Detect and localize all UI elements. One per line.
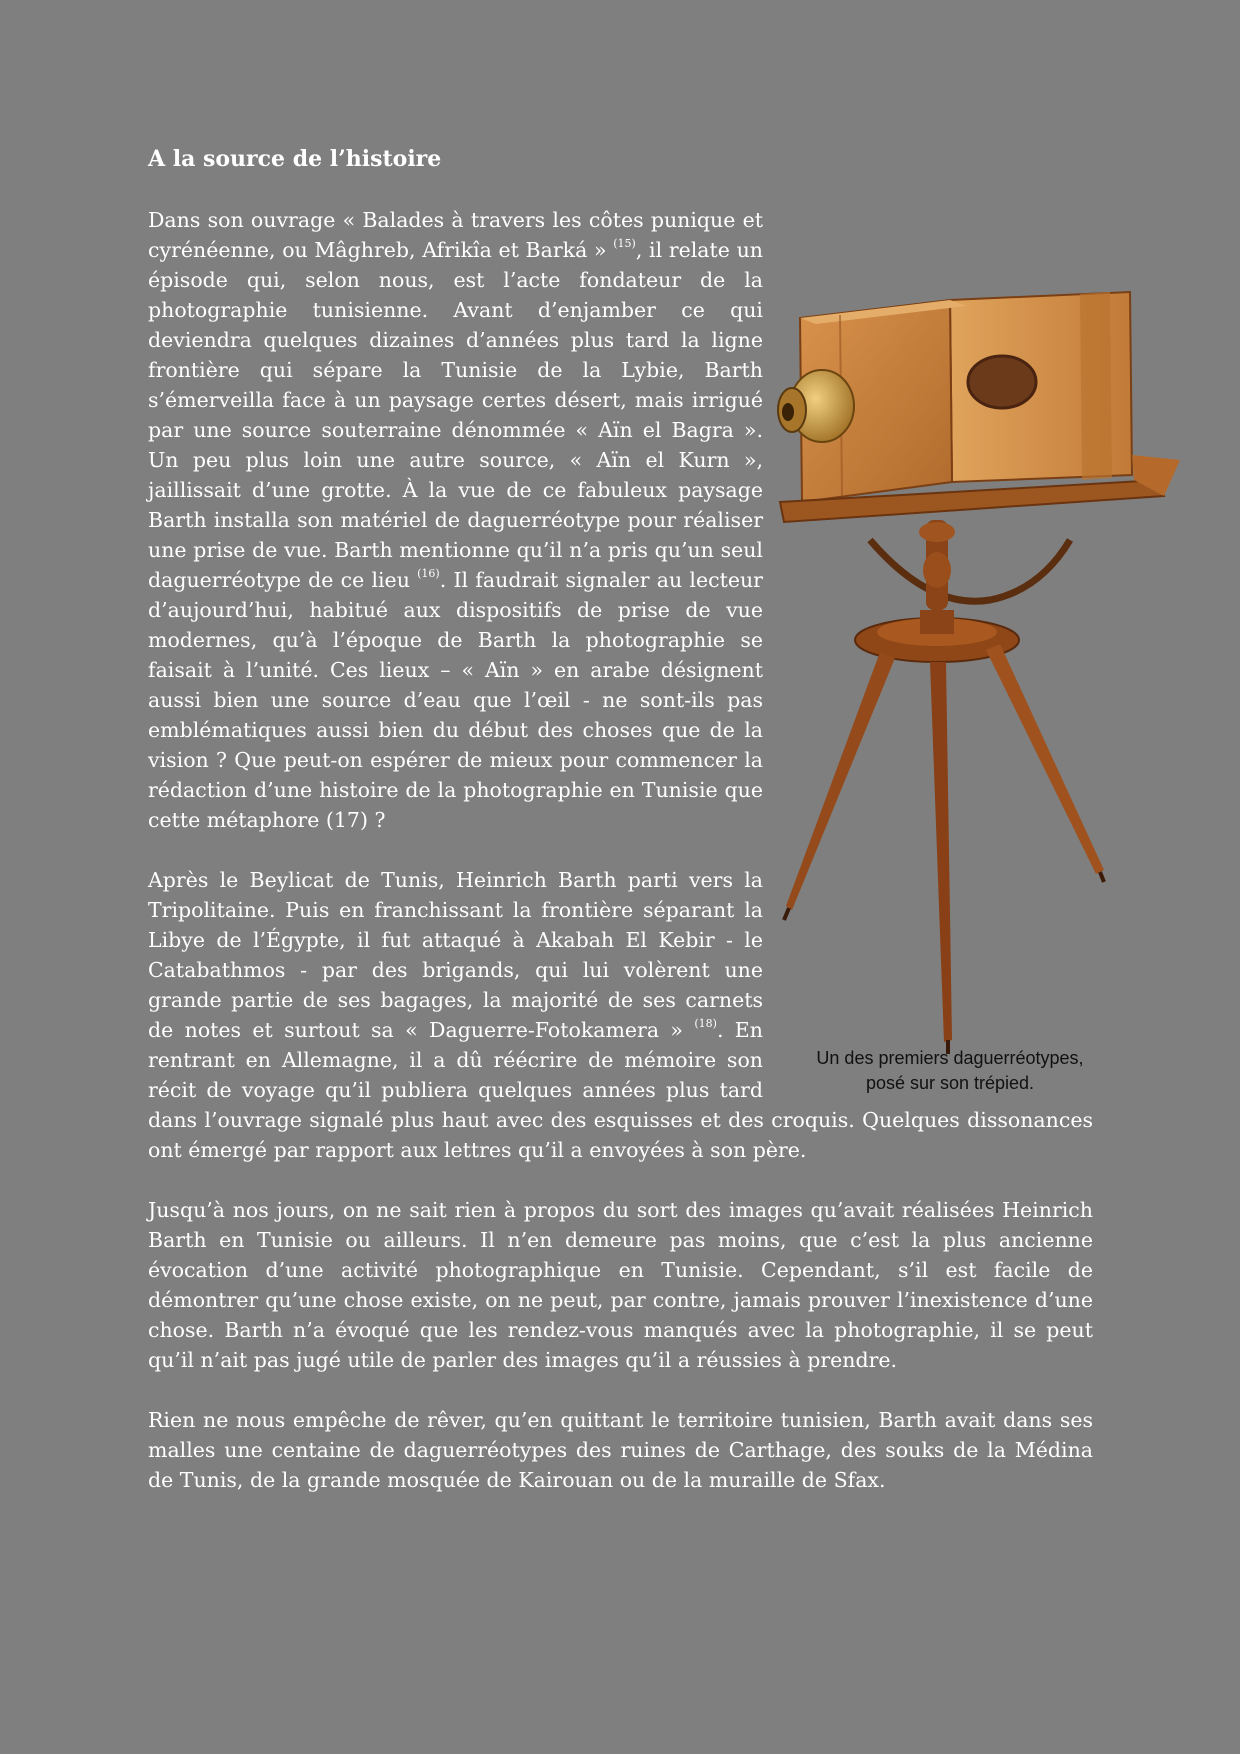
paragraph-3: Jusqu’à nos jours, on ne sait rien à propos du sort des images qu’avait réalisées Heinrich Barth en Tunisie ou ailleurs. Il n’en demeure pas moins, que c’est la plus ancienne évocation d’une activité photographique en Tunisie. Cependant, s’il est facile de démontrer qu’une chose existe, on ne peut, par contre, jamais prouver l’inexistence d’une chose. Barth n’a évoqué que les rendez-vous manqués avec la photographie, il se peut qu’il n’ait pas jugé utile de parler des images qu’il a réussies à prendre. — [148, 1198, 1093, 1372]
caption-line-1: Un des premiers daguerréotypes, — [816, 1048, 1084, 1068]
paragraph-1: Dans son ouvrage « Balades à travers les côtes punique et cyrénéenne, ou Mâghreb, Afrikîa et Barká » $^{(15)}$, il relate un épisode qui, selon nous, est l’acte fondateur de la photographie tunisienne. Avant d’enjamber ce qui deviendra quelques dizaines d’années plus tard la ligne frontière qui sépare la Tunisie de la Lybie, Barth s’émerveilla face à un paysage certes désert, mais irrigué par une source souterraine dénommée « Aïn el Bagra ». Un peu plus loin une autre source, « Aïn el Kurn », jaillissait d’une grotte. À la vue de ce fabuleux paysage Barth installa son matériel de daguerréotype pour réaliser une prise de vue. Barth mentionne qu’il n’a pris qu’un seul daguerréotype de ce lieu $^{(16)}$. Il faudrait signaler au lecteur d’aujourd’hui, habitué aux dispositifs de prise de vue modernes, qu’à l’époque de Barth la photographie se faisait à l’unité. Ces lieux – « Aïn » en arabe désignent aussi bien une source d’eau que l’œil - ne sont-ils pas emblématiques aussi bien du début des choses que de la vision ? Que peut-on espérer de mieux pour commencer la rédaction d’une histoire de la photographie en Tunisie que cette métaphore (17) ? — [148, 208, 763, 832]
section-heading: A la source de l’histoire — [148, 146, 442, 172]
footnote-ref-16: (16) — [417, 567, 440, 581]
footnote-ref-18: (18) — [694, 1017, 717, 1031]
footnote-ref-15: (15) — [613, 237, 636, 251]
figure-caption — [740, 1046, 1160, 1096]
paragraph-2: Après le Beylicat de Tunis, Heinrich Barth parti vers la Tripolitaine. Puis en franchissant la frontière séparant la Libye de l’Égypte, il fut attaqué à Akabah El Kebir - le Catabathmos - par des brigands, qui lui volèrent une grande partie de ses bagages, la majorité de ses carnets de notes et surtout sa « Daguerre-Fotokamera » $^{(18)}$. En rentrant en Allemagne, il a dû réécrire de mémoire son récit de voyage qu’il publiera quelques années plus tard dans l’ouvrage signalé plus haut avec des esquisses et des croquis. Quelques dissonances ont émergé par rapport aux lettres qu’il a envoyées à son père. — [148, 868, 1093, 1162]
daguerreotype-camera-image — [740, 270, 1210, 1070]
caption-line-2: posé sur son trépied. — [865, 1073, 1035, 1093]
paragraph-4: Rien ne nous empêche de rêver, qu’en quittant le territoire tunisien, Barth avait dans ses malles une centaine de daguerréotypes des ruines de Carthage, des souks de la Médina de Tunis, de la grande mosquée de Kairouan ou de la muraille de Sfax. — [148, 1408, 1093, 1492]
